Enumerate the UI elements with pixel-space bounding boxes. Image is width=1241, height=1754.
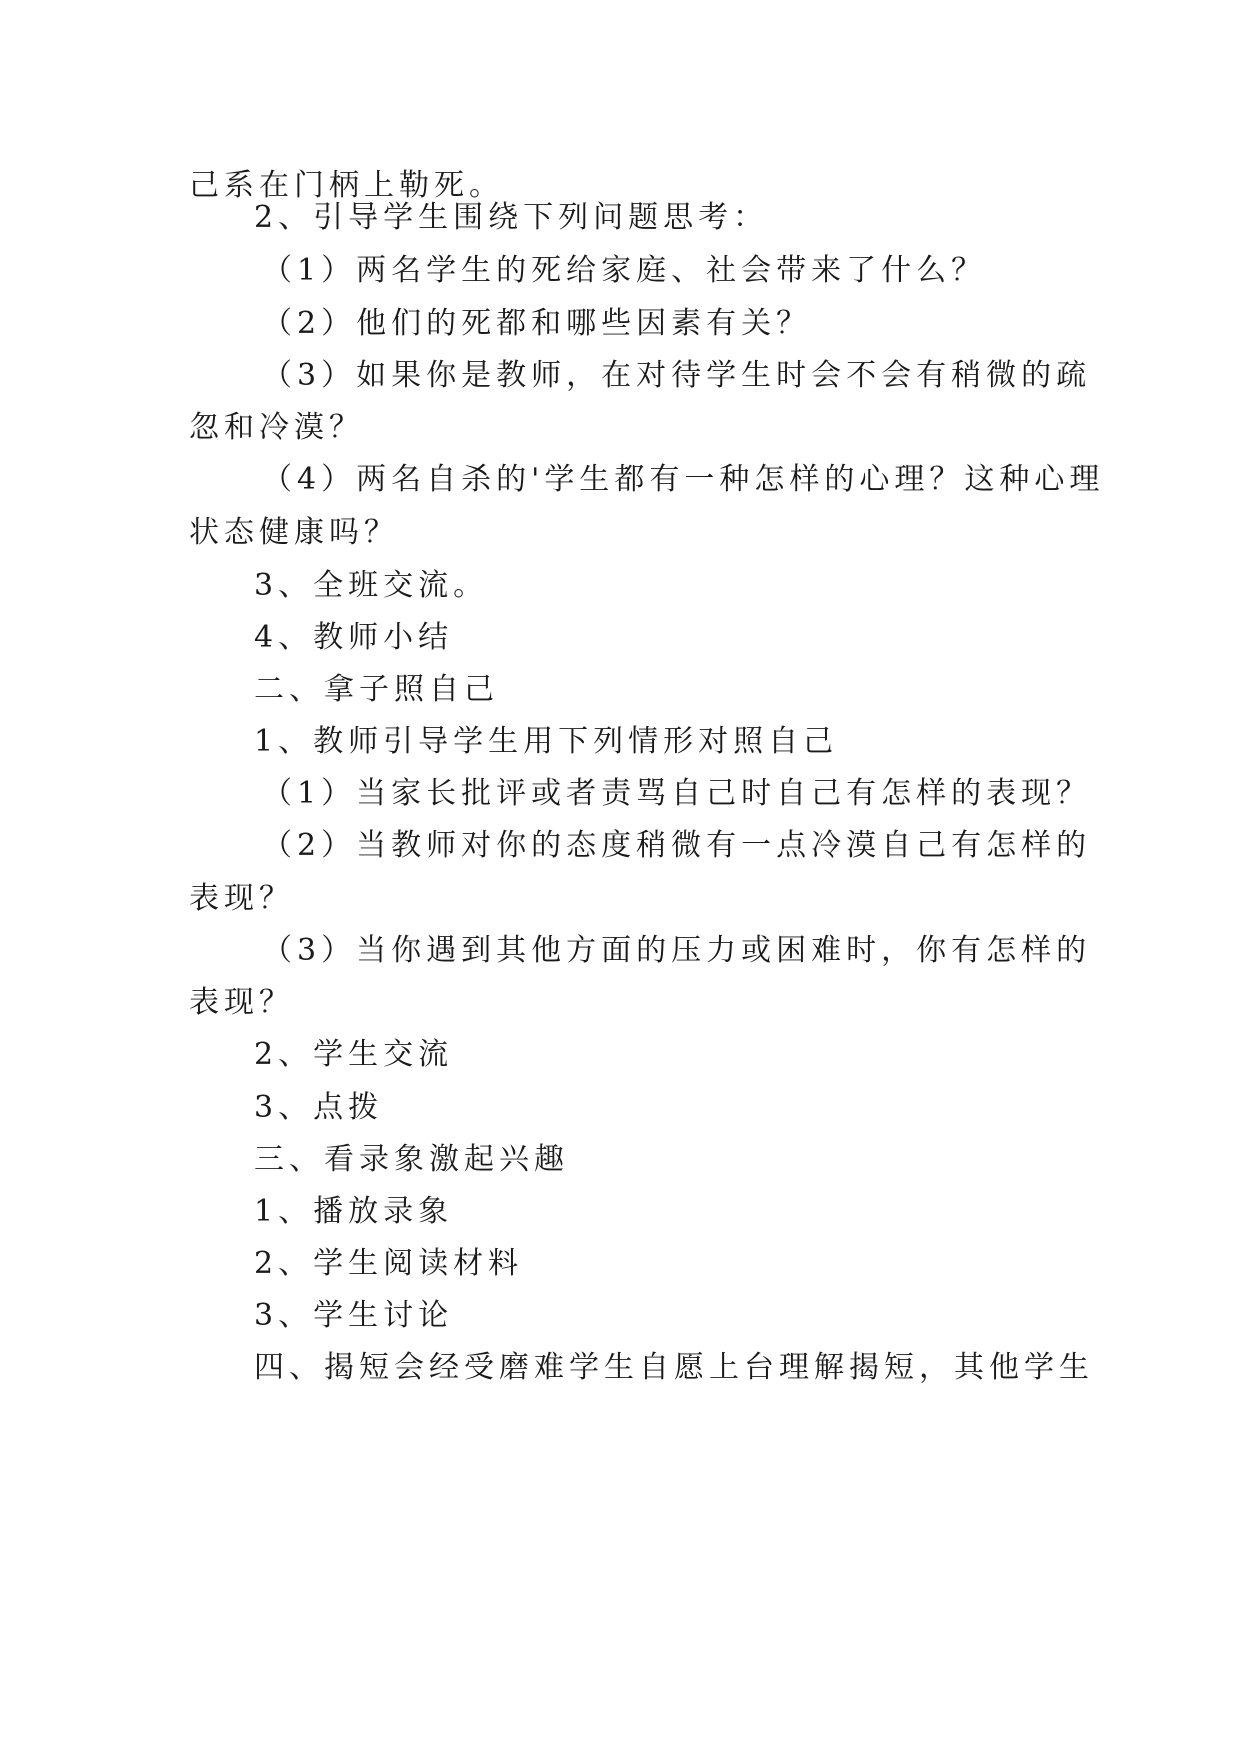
text-line: 表现？: [189, 985, 294, 1020]
text-line: 忽和冷漠？: [189, 410, 364, 445]
text-line: 表现？: [189, 881, 294, 916]
text-line: （1）当家长批评或者责骂自己时自己有怎样的表现？: [262, 776, 1092, 811]
text-line: 1、播放录象: [254, 1194, 454, 1229]
text-line: （2）他们的死都和哪些因素有关？: [262, 306, 812, 341]
text-line: （1）两名学生的死给家庭、社会带来了什么？: [262, 253, 987, 288]
text-line: 3、全班交流。: [254, 568, 489, 603]
text-line: 状态健康吗？: [189, 515, 399, 550]
section-heading: 四、揭短会经受磨难学生自愿上台理解揭短，其他学生: [254, 1350, 1094, 1385]
text-line: 3、学生讨论: [254, 1298, 454, 1333]
text-line: （3）如果你是教师，在对待学生时会不会有稍微的疏: [262, 358, 1092, 393]
section-heading: 三、看录象激起兴趣: [254, 1142, 569, 1177]
text-line: （4）两名自杀的'学生都有一种怎样的心理？这种心理: [262, 462, 1105, 497]
section-heading: 二、拿子照自己: [254, 672, 499, 707]
text-line: 2、引导学生围绕下列问题思考：: [254, 200, 769, 235]
text-line: 2、学生阅读材料: [254, 1246, 524, 1281]
text-line: 2、学生交流: [254, 1037, 454, 1072]
text-line: 4、教师小结: [254, 620, 454, 655]
text-line: 1、教师引导学生用下列情形对照自己: [254, 724, 839, 759]
text-line: 3、点拨: [254, 1090, 384, 1125]
text-line: （3）当你遇到其他方面的压力或困难时，你有怎样的: [262, 933, 1092, 968]
text-line: 己系在门柄上勒死。: [189, 168, 504, 203]
text-line: （2）当教师对你的态度稍微有一点冷漠自己有怎样的: [262, 828, 1092, 863]
